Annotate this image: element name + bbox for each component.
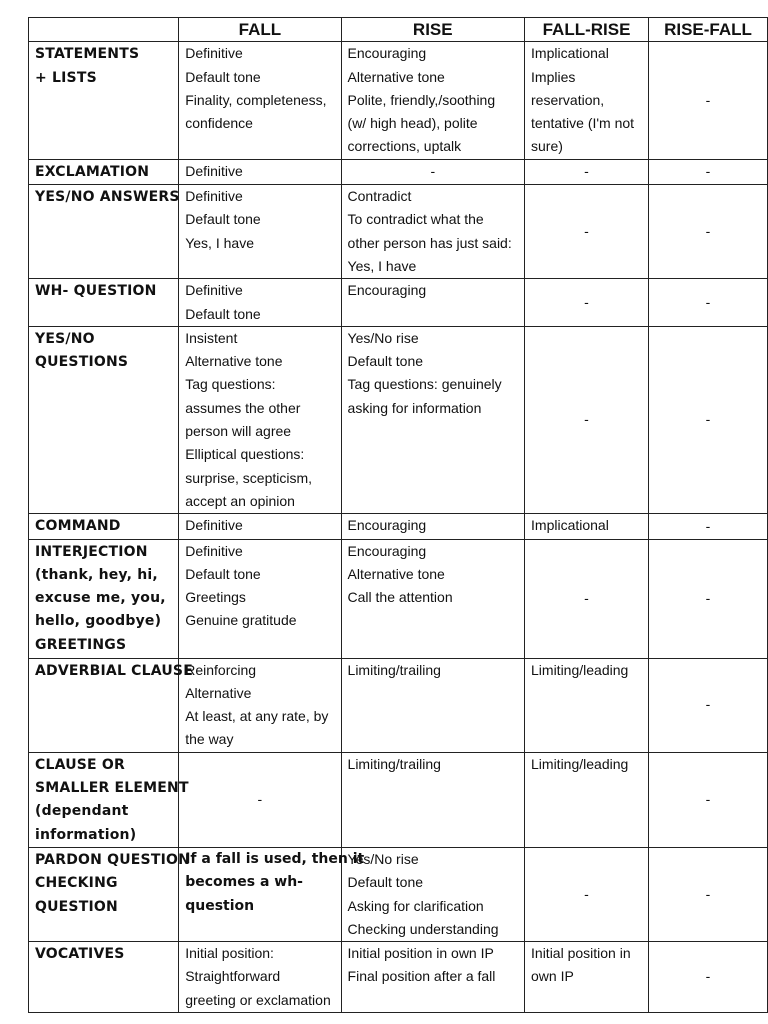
cell-line: Definitive bbox=[185, 282, 243, 299]
cell-line: information) bbox=[35, 826, 137, 843]
cell-line: - bbox=[705, 885, 711, 902]
cell-line: Implies bbox=[531, 68, 576, 85]
cell-line: Contradict bbox=[347, 188, 412, 205]
fall-cell bbox=[179, 752, 341, 847]
cell-line: Alternative tone bbox=[347, 565, 445, 582]
cell-line: - bbox=[584, 223, 589, 240]
cell-line: Default tone bbox=[185, 305, 261, 322]
cell-line: Default tone bbox=[185, 211, 261, 228]
cell-line: accept an opinion bbox=[185, 492, 295, 509]
cell-line: Definitive bbox=[185, 45, 243, 62]
cell-line: Alternative bbox=[185, 684, 252, 701]
cell-line: YES/NO ANSWERS bbox=[35, 189, 180, 206]
fall-rise-cell bbox=[525, 539, 649, 658]
cell-line: (w/ high head), polite bbox=[347, 115, 478, 132]
table-row bbox=[29, 326, 768, 513]
cell-line: - bbox=[584, 589, 589, 606]
row-label-cell bbox=[29, 658, 193, 752]
fall-cell bbox=[179, 159, 341, 184]
cell-line: At least, at any rate, by bbox=[185, 708, 329, 725]
cell-line: sure) bbox=[531, 138, 563, 155]
rise-fall-cell bbox=[649, 185, 768, 279]
rise-fall-cell bbox=[649, 159, 768, 184]
fall-cell bbox=[179, 847, 365, 941]
rise-fall-cell bbox=[649, 942, 768, 1013]
rise-fall-cell bbox=[649, 514, 768, 539]
cell-line: assumes the other bbox=[185, 399, 301, 416]
table-row bbox=[29, 42, 768, 159]
cell-line: Polite, friendly,/soothing bbox=[347, 91, 496, 108]
cell-line: Straightforward bbox=[185, 968, 281, 985]
cell-line: Default tone bbox=[347, 874, 424, 891]
cell-line: - bbox=[257, 791, 263, 808]
table-body bbox=[29, 42, 768, 1013]
fall-rise-cell bbox=[525, 752, 649, 847]
rise-cell bbox=[341, 658, 524, 752]
cell-line: Tag questions: genuinely bbox=[347, 376, 502, 393]
cell-line: SMALLER ELEMENT bbox=[35, 780, 189, 797]
row-label-cell bbox=[29, 185, 179, 279]
rise-cell bbox=[341, 847, 524, 941]
table-row bbox=[29, 847, 768, 941]
rise-cell bbox=[341, 42, 524, 159]
cell-line: Implicational bbox=[531, 517, 609, 534]
header-rise-fall: RISE-FALL bbox=[649, 18, 768, 42]
cell-line: excuse me, you, bbox=[35, 590, 166, 607]
cell-line: Default tone bbox=[347, 353, 424, 370]
rise-fall-cell bbox=[649, 539, 768, 658]
cell-line: - bbox=[705, 791, 711, 808]
row-label-cell bbox=[29, 42, 179, 159]
cell-line: Greetings bbox=[185, 589, 246, 606]
cell-line: - bbox=[584, 293, 589, 310]
cell-line: (thank, hey, hi, bbox=[35, 566, 158, 583]
cell-line: hello, goodbye) bbox=[35, 613, 162, 630]
cell-line: - bbox=[705, 223, 711, 240]
cell-line: reservation, bbox=[531, 91, 605, 108]
cell-line: Initial position in bbox=[531, 945, 631, 962]
fall-cell bbox=[179, 279, 341, 327]
cell-line: Limiting/trailing bbox=[347, 661, 441, 678]
rise-cell bbox=[341, 752, 524, 847]
fall-rise-cell bbox=[525, 185, 649, 279]
cell-line: Final position after a fall bbox=[347, 968, 496, 985]
rise-fall-cell bbox=[649, 658, 768, 752]
intonation-tone-table bbox=[28, 17, 768, 1013]
cell-line: CLAUSE OR bbox=[35, 756, 125, 773]
cell-line: Initial position in own IP bbox=[347, 945, 494, 962]
cell-line: the way bbox=[185, 731, 234, 748]
cell-line: Yes/No rise bbox=[347, 850, 419, 867]
table-row bbox=[29, 185, 768, 279]
cell-line: - bbox=[584, 885, 589, 902]
cell-line: Genuine gratitude bbox=[185, 612, 297, 629]
cell-line: Yes, I have bbox=[347, 257, 417, 274]
rise-cell bbox=[341, 539, 524, 658]
cell-line: Yes, I have bbox=[185, 234, 254, 251]
table-row bbox=[29, 942, 768, 1013]
cell-line: - bbox=[705, 696, 711, 713]
row-label-cell bbox=[29, 326, 179, 513]
cell-line: greeting or exclamation bbox=[185, 991, 331, 1008]
cell-line: Encouraging bbox=[347, 517, 427, 534]
cell-line: Yes/No rise bbox=[347, 329, 419, 346]
cell-line: Reinforcing bbox=[185, 661, 257, 678]
table-row bbox=[29, 514, 768, 539]
rise-cell bbox=[341, 185, 524, 279]
table-row bbox=[29, 752, 768, 847]
cell-line: confidence bbox=[185, 115, 253, 132]
row-label-cell bbox=[29, 539, 179, 658]
cell-line: person will agree bbox=[185, 423, 292, 440]
cell-line: Limiting/trailing bbox=[347, 755, 441, 772]
header-blank bbox=[29, 18, 179, 42]
cell-line: Limiting/leading bbox=[531, 661, 629, 678]
rise-cell bbox=[341, 514, 524, 539]
fall-cell bbox=[179, 326, 341, 513]
cell-line: Alternative tone bbox=[347, 68, 445, 85]
table-row bbox=[29, 658, 768, 752]
cell-line: Checking understanding bbox=[347, 920, 499, 937]
fall-rise-cell bbox=[525, 42, 649, 159]
fall-cell bbox=[179, 185, 341, 279]
cell-line: Asking for clarification bbox=[347, 897, 484, 914]
fall-rise-cell bbox=[525, 279, 649, 327]
cell-line: - bbox=[705, 411, 711, 428]
cell-line: COMMAND bbox=[35, 518, 121, 535]
fall-rise-cell bbox=[525, 326, 649, 513]
row-label-cell bbox=[29, 847, 190, 941]
fall-cell bbox=[179, 42, 341, 159]
cell-line: Default tone bbox=[185, 565, 261, 582]
cell-line: INTERJECTION bbox=[35, 543, 148, 560]
cell-line: Default tone bbox=[185, 68, 261, 85]
header-fall-rise: FALL-RISE bbox=[525, 18, 649, 42]
cell-line: Definitive bbox=[185, 162, 243, 179]
header-row bbox=[29, 18, 768, 42]
fall-cell bbox=[179, 539, 341, 658]
cell-line: If a fall is used, then it bbox=[185, 850, 365, 867]
cell-line: VOCATIVES bbox=[35, 946, 125, 963]
rise-cell bbox=[341, 159, 524, 184]
cell-line: surprise, scepticism, bbox=[185, 469, 313, 486]
header-rise: RISE bbox=[341, 18, 524, 42]
cell-line: GREETINGS bbox=[35, 636, 127, 653]
fall-rise-cell bbox=[525, 847, 649, 941]
cell-line: Elliptical questions: bbox=[185, 446, 305, 463]
cell-line: WH- QUESTION bbox=[35, 283, 157, 300]
row-label-cell bbox=[29, 514, 179, 539]
fall-rise-cell bbox=[525, 514, 649, 539]
row-label-cell bbox=[29, 752, 189, 847]
cell-line: YES/NO bbox=[35, 330, 95, 347]
fall-rise-cell bbox=[525, 942, 649, 1013]
cell-line: Implicational bbox=[531, 45, 609, 62]
cell-line: Encouraging bbox=[347, 542, 427, 559]
cell-line: - bbox=[705, 517, 711, 534]
cell-line: - bbox=[705, 91, 711, 108]
cell-line: Encouraging bbox=[347, 45, 427, 62]
cell-line: Definitive bbox=[185, 517, 243, 534]
cell-line: EXCLAMATION bbox=[35, 163, 150, 180]
row-label-cell bbox=[29, 159, 179, 184]
rise-fall-cell bbox=[649, 847, 768, 941]
cell-line: + LISTS bbox=[35, 69, 97, 86]
cell-line: - bbox=[584, 411, 589, 428]
row-label-cell bbox=[29, 942, 179, 1013]
cell-line: - bbox=[705, 293, 711, 310]
cell-line: becomes a wh- bbox=[185, 874, 303, 891]
cell-line: CHECKING bbox=[35, 875, 118, 892]
fall-cell bbox=[179, 942, 341, 1013]
cell-line: Tag questions: bbox=[185, 376, 276, 393]
cell-line: Definitive bbox=[185, 188, 243, 205]
cell-line: asking for information bbox=[347, 399, 482, 416]
cell-line: question bbox=[185, 897, 255, 914]
cell-line: - bbox=[705, 589, 711, 606]
cell-line: QUESTION bbox=[35, 898, 118, 915]
rise-cell bbox=[341, 326, 524, 513]
fall-rise-cell bbox=[525, 658, 649, 752]
rise-fall-cell bbox=[649, 326, 768, 513]
cell-line: STATEMENTS bbox=[35, 46, 140, 63]
cell-line: Alternative tone bbox=[185, 353, 283, 370]
cell-line: Definitive bbox=[185, 542, 243, 559]
cell-line: Encouraging bbox=[347, 282, 427, 299]
cell-line: Insistent bbox=[185, 329, 238, 346]
cell-line: - bbox=[584, 163, 589, 180]
table-row bbox=[29, 279, 768, 327]
row-label-cell bbox=[29, 279, 179, 327]
cell-line: Initial position: bbox=[185, 945, 274, 962]
cell-line: Limiting/leading bbox=[531, 755, 629, 772]
cell-line: tentative (I'm not bbox=[531, 115, 635, 132]
table-row bbox=[29, 159, 768, 184]
cell-line: corrections, uptalk bbox=[347, 138, 462, 155]
cell-line: - bbox=[705, 968, 711, 985]
cell-line: To contradict what the bbox=[347, 211, 484, 228]
cell-line: PARDON QUESTION bbox=[35, 851, 190, 868]
rise-fall-cell bbox=[649, 752, 768, 847]
rise-cell bbox=[341, 942, 524, 1013]
cell-line: Finality, completeness, bbox=[185, 91, 327, 108]
fall-rise-cell bbox=[525, 159, 649, 184]
cell-line: Call the attention bbox=[347, 589, 453, 606]
fall-cell bbox=[179, 514, 341, 539]
table-row bbox=[29, 539, 768, 658]
cell-line: own IP bbox=[531, 968, 574, 985]
header-fall: FALL bbox=[179, 18, 341, 42]
cell-line: other person has just said: bbox=[347, 234, 512, 251]
cell-line: ADVERBIAL CLAUSE bbox=[35, 662, 193, 679]
cell-line: - bbox=[430, 163, 436, 180]
rise-cell bbox=[341, 279, 524, 327]
fall-cell bbox=[179, 658, 341, 752]
cell-line: QUESTIONS bbox=[35, 354, 129, 371]
cell-line: (dependant bbox=[35, 803, 129, 820]
rise-fall-cell bbox=[649, 42, 768, 159]
cell-line: - bbox=[705, 163, 711, 180]
rise-fall-cell bbox=[649, 279, 768, 327]
